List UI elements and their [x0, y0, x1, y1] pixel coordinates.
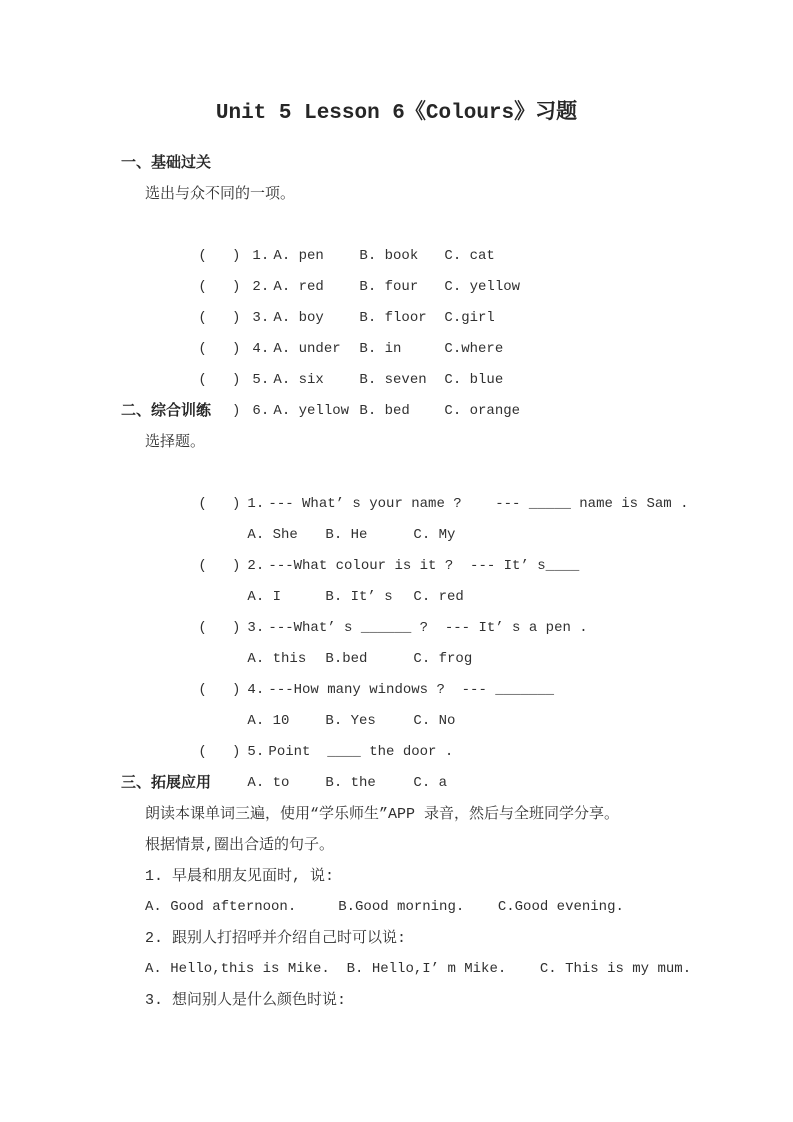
section-2-instruction: 选择题。 — [145, 434, 206, 451]
option-a: A. six — [273, 372, 324, 388]
option-b: B.bed — [325, 651, 368, 667]
option-b: B. floor — [359, 310, 427, 326]
answer-bracket: ( ) — [198, 310, 241, 326]
answer-bracket: ( ) — [198, 682, 241, 698]
question-text: ---How many windows ? --- _______ — [268, 682, 555, 698]
option-b: B. in — [359, 341, 402, 357]
question-text: ---What colour is it ? --- It’ s____ — [268, 558, 580, 574]
option-c: C. My — [413, 527, 456, 543]
answer-bracket: ( ) — [198, 372, 241, 388]
circle-item-3-prompt: 3. 想问别人是什么颜色时说: — [145, 992, 347, 1009]
answer-bracket: ( ) — [198, 279, 241, 295]
option-c: C. No — [413, 713, 456, 729]
page-title: Unit 5 Lesson 6《Colours》习题 — [215, 102, 578, 125]
section-3-heading: 三、拓展应用 — [121, 775, 212, 792]
question-number: 4. — [247, 682, 265, 698]
option-c: C.girl — [444, 310, 495, 326]
option-b: B. bed — [359, 403, 410, 419]
section-1-heading: 一、基础过关 — [121, 155, 212, 172]
option-a: A. this — [247, 651, 307, 667]
answer-bracket: ( ) — [198, 403, 241, 419]
section-3-instruction-1: 朗读本课单词三遍，使用“学乐师生”APP 录音，然后与全班同学分享。 — [145, 806, 620, 823]
answer-bracket: ( ) — [198, 248, 241, 264]
option-c: C. red — [413, 589, 464, 605]
question-number: 5. — [252, 372, 270, 388]
question-number: 4. — [252, 341, 270, 357]
option-a: A. boy — [273, 310, 324, 326]
question-number: 3. — [252, 310, 270, 326]
question-number: 2. — [247, 558, 265, 574]
option-a: A. 10 — [247, 713, 290, 729]
circle-item-2-prompt: 2. 跟别人打招呼并介绍自己时可以说: — [145, 930, 407, 947]
section-2-heading: 二、综合训练 — [121, 403, 212, 420]
option-b: B. He — [325, 527, 368, 543]
question-text: ---What’ s ______ ? --- It’ s a pen . — [268, 620, 588, 636]
option-b: B. seven — [359, 372, 427, 388]
section-1-instruction: 选出与众不同的一项。 — [145, 186, 296, 203]
circle-item-1-options: A. Good afternoon. B.Good morning. C.Good evening. — [145, 899, 624, 915]
answer-bracket: ( ) — [198, 620, 241, 636]
question-number: 6. — [252, 403, 270, 419]
question-row-1 — [0, 210, 793, 264]
option-c: C. cat — [444, 248, 495, 264]
option-b: B. It’ s — [325, 589, 393, 605]
option-c: C. orange — [444, 403, 521, 419]
question-text: --- What’ s your name ? --- _____ name is Sam . — [268, 496, 689, 512]
question-number: 3. — [247, 620, 265, 636]
option-a: A. under — [273, 341, 341, 357]
circle-item-1-prompt: 1. 早晨和朋友见面时, 说: — [145, 868, 335, 885]
option-c: C. yellow — [444, 279, 521, 295]
option-c: C.where — [444, 341, 504, 357]
question-number: 5. — [247, 744, 265, 760]
circle-item-2-options: A. Hello,this is Mike. B. Hello,I’ m Mike. C. This is my mum. — [145, 961, 692, 977]
option-b: B. the — [325, 775, 376, 791]
answer-bracket: ( ) — [198, 496, 241, 512]
answer-bracket: ( ) — [198, 744, 241, 760]
question-number: 1. — [247, 496, 265, 512]
option-c: C. a — [413, 775, 448, 791]
question-number: 1. — [252, 248, 270, 264]
option-a: A. I — [247, 589, 282, 605]
mc-question-1 — [0, 458, 793, 512]
section-3-instruction-2: 根据情景,圈出合适的句子。 — [145, 837, 335, 854]
option-a: A. pen — [273, 248, 324, 264]
option-a: A. She — [247, 527, 298, 543]
answer-bracket: ( ) — [198, 341, 241, 357]
option-c: C. blue — [444, 372, 504, 388]
option-a: A. red — [273, 279, 324, 295]
question-number: 2. — [252, 279, 270, 295]
question-text: Point ____ the door . — [268, 744, 454, 760]
option-b: B. four — [359, 279, 419, 295]
option-c: C. frog — [413, 651, 473, 667]
option-a: A. yellow — [273, 403, 350, 419]
answer-bracket: ( ) — [198, 558, 241, 574]
option-b: B. Yes — [325, 713, 376, 729]
worksheet-content — [0, 148, 793, 1016]
option-b: B. book — [359, 248, 419, 264]
option-a: A. to — [247, 775, 290, 791]
